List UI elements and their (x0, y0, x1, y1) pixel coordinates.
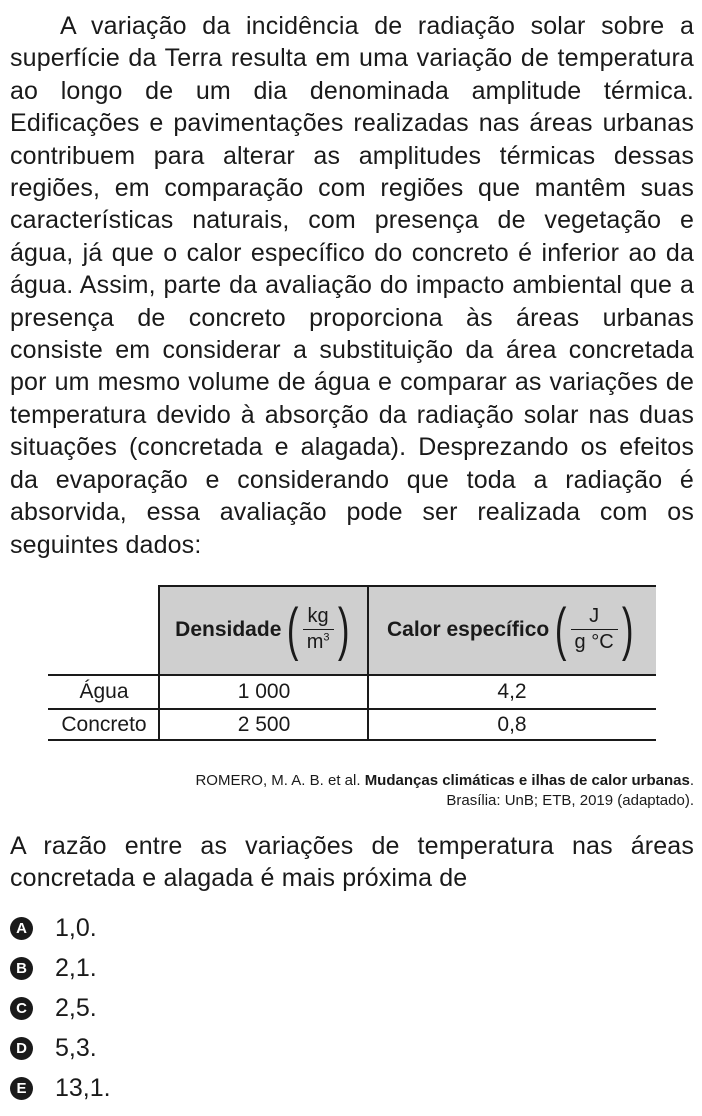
specific-heat-unit-den: g °C (574, 631, 614, 654)
table-top-border (158, 585, 656, 587)
specific-heat-unit-num: J (589, 604, 600, 627)
option-e-text: 13,1. (55, 1074, 111, 1102)
density-unit: ( $\frac{kg}{m^3}$ ) (287, 596, 349, 662)
row-concrete-density: 2 500 (237, 712, 291, 736)
density-unit-num: kg (307, 604, 329, 627)
source-title-end: . (689, 772, 694, 789)
option-c[interactable] (10, 994, 97, 1023)
density-unit-den: m (306, 631, 324, 654)
option-d-badge: D (10, 1037, 33, 1060)
option-b-text: 2,1. (55, 954, 97, 982)
table-header-border (48, 674, 656, 676)
density-unit-sup: 3 (323, 631, 330, 644)
option-a-text: 1,0. (55, 914, 97, 942)
source-line2: Brasília: UnB; ETB, 2019 (adaptado). (446, 792, 694, 809)
option-b-badge: B (10, 957, 33, 980)
data-table (48, 585, 656, 741)
header-specific-heat (368, 585, 656, 674)
row-concrete-name: Concreto (61, 712, 147, 736)
question-stem: A razão entre as variações de temperatura nas áreas concretada e alagada é mais próxima de (10, 832, 694, 893)
option-c-badge: C (10, 997, 33, 1020)
table-col-divider-1 (158, 585, 160, 741)
source-title: Mudanças climáticas e ilhas de calor urbanas (364, 772, 690, 789)
source-authors: ROMERO, M. A. B. et al. (195, 772, 365, 789)
option-a-badge: A (10, 917, 33, 940)
option-c-text: 2,5. (55, 994, 97, 1022)
table-row-divider (48, 708, 656, 710)
row-water-specific-heat: 4,2 (497, 680, 527, 703)
option-d[interactable] (10, 1034, 97, 1063)
specific-heat-unit: ( $\frac{J}{g ^\circ C}$ ) (555, 596, 634, 662)
header-specific-heat-label: Calor específico (386, 617, 550, 641)
row-water-density: 1 000 (237, 680, 291, 703)
option-e-badge: E (10, 1077, 33, 1100)
row-water-name: Água (79, 680, 129, 703)
option-e[interactable] (10, 1074, 111, 1103)
option-d-text: 5,3. (55, 1034, 97, 1062)
table-bottom-border (48, 739, 656, 741)
source-citation (94, 771, 694, 811)
statement-paragraph: A variação da incidência de radiação solar sobre a superfície da Terra resulta em uma variação de temperatura ao longo de um dia denominada amplitude térmica. Edificações e pavimentações realizadas nas áreas urbanas contribuem para alterar as amplitudes térmicas dessas regiões, em comparação com regiões que mantêm suas características naturais, com presença de vegetação e água, já que o calor específico do concreto é inferior ao da água. Assim, parte da avaliação do impacto ambiental que a presença de concreto proporciona às áreas urbanas consiste em considerar a substituição da área concretada por um mesmo volume de água e comparar as variações de temperatura devido à absorção da radiação solar nas duas situações (concretada e alagada). Desprezando os efeitos da evaporação e considerando que toda a radiação é absorvida, essa avaliação pode ser realizada com os seguintes dados: (10, 12, 694, 559)
row-concrete-specific-heat: 0,8 (497, 712, 527, 736)
option-b[interactable] (10, 954, 97, 983)
header-density-label: Densidade (175, 617, 282, 641)
header-density (160, 585, 368, 674)
table-col-divider-2 (367, 585, 369, 741)
option-a[interactable] (10, 914, 97, 943)
